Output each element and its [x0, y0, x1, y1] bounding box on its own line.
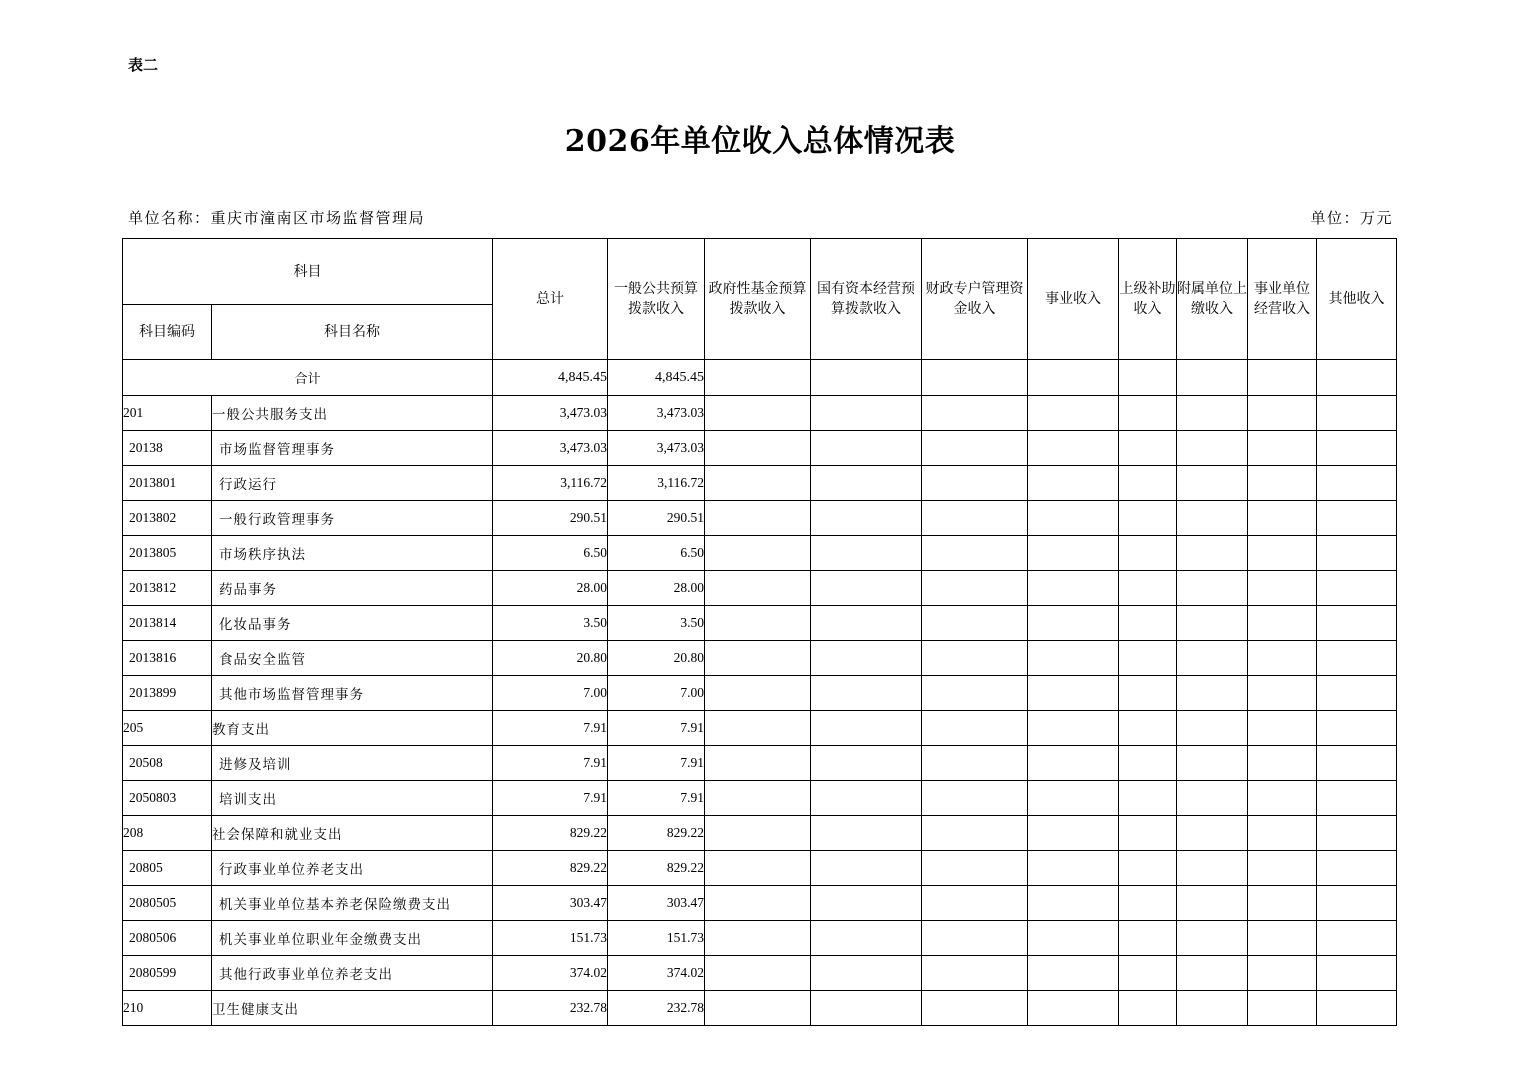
- row-name: 卫生健康支出: [212, 991, 493, 1026]
- empty-cell: [1177, 816, 1248, 851]
- empty-cell: [1177, 991, 1248, 1026]
- table-row: [123, 676, 1397, 711]
- total-value: 4,845.45: [493, 360, 608, 396]
- empty-cell: [1317, 851, 1397, 886]
- empty-cell: [1028, 501, 1119, 536]
- table-row: [123, 816, 1397, 851]
- empty-cell: [705, 781, 811, 816]
- row-code: 2013812: [123, 571, 212, 606]
- row-total: 3.50: [493, 606, 608, 641]
- row-name: 社会保障和就业支出: [212, 816, 493, 851]
- row-general-budget: 7.91: [608, 746, 705, 781]
- empty-cell: [1119, 991, 1177, 1026]
- empty-cell: [1248, 956, 1317, 991]
- empty-cell: [1248, 466, 1317, 501]
- empty-cell: [1177, 571, 1248, 606]
- header-subject-code: 科目编码: [123, 305, 212, 360]
- empty-cell: [1177, 676, 1248, 711]
- header-superior-subsidy: 上级补助收入: [1119, 239, 1177, 360]
- empty-cell: [1028, 886, 1119, 921]
- table-row: [123, 571, 1397, 606]
- empty-cell: [811, 956, 922, 991]
- empty-cell: [922, 536, 1028, 571]
- empty-cell: [1028, 816, 1119, 851]
- empty-cell: [705, 816, 811, 851]
- empty-cell: [1119, 746, 1177, 781]
- row-code: 210: [123, 991, 212, 1026]
- empty-cell: [1248, 501, 1317, 536]
- empty-cell: [922, 571, 1028, 606]
- row-code: 205: [123, 711, 212, 746]
- empty-cell: [705, 921, 811, 956]
- empty-cell: [1248, 781, 1317, 816]
- empty-cell: [922, 641, 1028, 676]
- empty-cell: [811, 991, 922, 1026]
- empty-cell: [1119, 711, 1177, 746]
- row-total: 7.91: [493, 711, 608, 746]
- empty-cell: [1177, 536, 1248, 571]
- empty-cell: [1119, 641, 1177, 676]
- row-name: 其他行政事业单位养老支出: [212, 956, 493, 991]
- empty-cell: [1248, 991, 1317, 1026]
- header-fiscal-special: 财政专户管理资金收入: [922, 239, 1028, 360]
- table-row: [123, 746, 1397, 781]
- empty-cell: [1119, 501, 1177, 536]
- empty-cell: [1317, 781, 1397, 816]
- total-row: [123, 360, 1397, 396]
- row-name: 机关事业单位基本养老保险缴费支出: [212, 886, 493, 921]
- empty-cell: [1177, 851, 1248, 886]
- empty-cell: [1119, 396, 1177, 431]
- empty-cell: [922, 676, 1028, 711]
- row-code: 2080599: [123, 956, 212, 991]
- row-name: 进修及培训: [212, 746, 493, 781]
- empty-cell: [1248, 746, 1317, 781]
- row-name: 行政运行: [212, 466, 493, 501]
- empty-cell: [1317, 816, 1397, 851]
- empty-cell: [811, 676, 922, 711]
- empty-cell: [1248, 606, 1317, 641]
- empty-cell: [1317, 571, 1397, 606]
- empty-cell: [1028, 431, 1119, 466]
- empty-cell: [811, 641, 922, 676]
- empty-cell: [1248, 816, 1317, 851]
- empty-cell: [1119, 676, 1177, 711]
- empty-cell: [811, 606, 922, 641]
- empty-cell: [1119, 606, 1177, 641]
- row-name: 市场秩序执法: [212, 536, 493, 571]
- row-code: 2013805: [123, 536, 212, 571]
- empty-cell: [1248, 851, 1317, 886]
- row-total: 829.22: [493, 851, 608, 886]
- header-subject: 科目: [123, 239, 493, 305]
- empty-cell: [1317, 956, 1397, 991]
- row-name: 其他市场监督管理事务: [212, 676, 493, 711]
- empty-cell: [1317, 641, 1397, 676]
- total-label: 合计: [123, 360, 493, 396]
- empty-cell: [811, 431, 922, 466]
- row-total: 232.78: [493, 991, 608, 1026]
- row-code: 2013814: [123, 606, 212, 641]
- table-row: [123, 466, 1397, 501]
- row-general-budget: 290.51: [608, 501, 705, 536]
- empty-cell: [705, 501, 811, 536]
- row-general-budget: 303.47: [608, 886, 705, 921]
- table-row: [123, 921, 1397, 956]
- row-name: 教育支出: [212, 711, 493, 746]
- table-row: [123, 396, 1397, 431]
- empty-cell: [1028, 781, 1119, 816]
- empty-cell: [1248, 886, 1317, 921]
- row-general-budget: 7.00: [608, 676, 705, 711]
- row-name: 市场监督管理事务: [212, 431, 493, 466]
- table-row: [123, 991, 1397, 1026]
- empty-cell: [922, 851, 1028, 886]
- empty-cell: [1119, 781, 1177, 816]
- empty-cell: [811, 746, 922, 781]
- empty-cell: [1177, 921, 1248, 956]
- empty-cell: [705, 746, 811, 781]
- row-name: 药品事务: [212, 571, 493, 606]
- row-general-budget: 6.50: [608, 536, 705, 571]
- row-code: 2013816: [123, 641, 212, 676]
- row-total: 303.47: [493, 886, 608, 921]
- empty-cell: [1177, 711, 1248, 746]
- row-general-budget: 3,473.03: [608, 431, 705, 466]
- empty-cell: [1317, 921, 1397, 956]
- header-state-capital: 国有资本经营预算拨款收入: [811, 239, 922, 360]
- row-total: 3,473.03: [493, 431, 608, 466]
- empty-cell: [1248, 431, 1317, 466]
- table-row: [123, 641, 1397, 676]
- row-general-budget: 20.80: [608, 641, 705, 676]
- empty-cell: [705, 851, 811, 886]
- empty-cell: [705, 886, 811, 921]
- row-name: 食品安全监管: [212, 641, 493, 676]
- row-general-budget: 3.50: [608, 606, 705, 641]
- empty-cell: [922, 431, 1028, 466]
- row-code: 2080505: [123, 886, 212, 921]
- empty-cell: [705, 641, 811, 676]
- empty-cell: [1177, 396, 1248, 431]
- empty-cell: [922, 956, 1028, 991]
- empty-cell: [1119, 851, 1177, 886]
- table-id: 表二: [128, 56, 159, 74]
- empty-cell: [811, 571, 922, 606]
- table-row: [123, 431, 1397, 466]
- empty-cell: [1317, 501, 1397, 536]
- empty-cell: [811, 886, 922, 921]
- empty-cell: [1028, 641, 1119, 676]
- empty-cell: [1177, 886, 1248, 921]
- empty-cell: [1119, 816, 1177, 851]
- row-code: 2013802: [123, 501, 212, 536]
- row-total: 374.02: [493, 956, 608, 991]
- empty-cell: [922, 991, 1028, 1026]
- empty-cell: [811, 501, 922, 536]
- unit-label: 单位：万元: [1310, 209, 1393, 227]
- empty-cell: [1119, 886, 1177, 921]
- empty-cell: [811, 851, 922, 886]
- empty-cell: [1177, 431, 1248, 466]
- row-total: 151.73: [493, 921, 608, 956]
- empty-cell: [922, 886, 1028, 921]
- empty-cell: [1119, 466, 1177, 501]
- empty-cell: [1317, 746, 1397, 781]
- empty-cell: [1119, 956, 1177, 991]
- row-name: 培训支出: [212, 781, 493, 816]
- row-total: 7.00: [493, 676, 608, 711]
- row-code: 2080506: [123, 921, 212, 956]
- table-row: [123, 851, 1397, 886]
- header-other-income: 其他收入: [1317, 239, 1397, 360]
- row-code: 2013899: [123, 676, 212, 711]
- empty-cell: [922, 816, 1028, 851]
- empty-cell: [1028, 676, 1119, 711]
- header-subject-name: 科目名称: [212, 305, 493, 360]
- row-name: 一般公共服务支出: [212, 396, 493, 431]
- empty-cell: [1119, 536, 1177, 571]
- header-total: 总计: [493, 239, 608, 360]
- empty-cell: [811, 781, 922, 816]
- row-code: 20805: [123, 851, 212, 886]
- row-total: 6.50: [493, 536, 608, 571]
- empty-cell: [1317, 466, 1397, 501]
- empty-cell: [1248, 396, 1317, 431]
- empty-cell: [811, 921, 922, 956]
- empty-cell: [1177, 501, 1248, 536]
- row-code: 201: [123, 396, 212, 431]
- empty-cell: [1028, 991, 1119, 1026]
- empty-cell: [1317, 536, 1397, 571]
- header-operating-income: 事业单位经营收入: [1248, 239, 1317, 360]
- empty-cell: [705, 711, 811, 746]
- row-general-budget: 232.78: [608, 991, 705, 1026]
- empty-cell: [1177, 466, 1248, 501]
- empty-cell: [1317, 676, 1397, 711]
- income-table: [122, 238, 1397, 1026]
- empty-cell: [705, 536, 811, 571]
- page-title: 2026年单位收入总体情况表: [564, 124, 956, 159]
- empty-cell: [1317, 396, 1397, 431]
- empty-cell: [1177, 781, 1248, 816]
- empty-cell: [1028, 851, 1119, 886]
- empty-cell: [922, 606, 1028, 641]
- row-total: 3,116.72: [493, 466, 608, 501]
- row-general-budget: 374.02: [608, 956, 705, 991]
- header-business-income: 事业收入: [1028, 239, 1119, 360]
- empty-cell: [1119, 571, 1177, 606]
- empty-cell: [1317, 711, 1397, 746]
- empty-cell: [1028, 466, 1119, 501]
- table-row: [123, 606, 1397, 641]
- row-total: 20.80: [493, 641, 608, 676]
- empty-cell: [1317, 886, 1397, 921]
- table-row: [123, 711, 1397, 746]
- empty-cell: [811, 816, 922, 851]
- empty-cell: [922, 781, 1028, 816]
- row-general-budget: 7.91: [608, 781, 705, 816]
- table-row: [123, 781, 1397, 816]
- row-code: 2050803: [123, 781, 212, 816]
- empty-cell: [1177, 746, 1248, 781]
- empty-cell: [1028, 711, 1119, 746]
- empty-cell: [705, 676, 811, 711]
- empty-cell: [1177, 956, 1248, 991]
- empty-cell: [705, 466, 811, 501]
- row-name: 行政事业单位养老支出: [212, 851, 493, 886]
- empty-cell: [1248, 676, 1317, 711]
- table-row: [123, 501, 1397, 536]
- row-name: 化妆品事务: [212, 606, 493, 641]
- empty-cell: [811, 711, 922, 746]
- row-general-budget: 829.22: [608, 851, 705, 886]
- empty-cell: [1317, 431, 1397, 466]
- row-general-budget: 151.73: [608, 921, 705, 956]
- empty-cell: [705, 991, 811, 1026]
- empty-cell: [1248, 921, 1317, 956]
- row-total: 3,473.03: [493, 396, 608, 431]
- empty-cell: [1119, 921, 1177, 956]
- row-name: 机关事业单位职业年金缴费支出: [212, 921, 493, 956]
- row-general-budget: 7.91: [608, 711, 705, 746]
- empty-cell: [1119, 431, 1177, 466]
- empty-cell: [922, 746, 1028, 781]
- table-row: [123, 956, 1397, 991]
- empty-cell: [922, 501, 1028, 536]
- total-general-budget: 4,845.45: [608, 360, 705, 396]
- empty-cell: [811, 536, 922, 571]
- unit-name: 单位名称：重庆市潼南区市场监督管理局: [128, 209, 426, 227]
- row-total: 829.22: [493, 816, 608, 851]
- header-general-budget: 一般公共预算拨款收入: [608, 239, 705, 360]
- row-code: 20138: [123, 431, 212, 466]
- empty-cell: [1028, 396, 1119, 431]
- empty-cell: [922, 466, 1028, 501]
- empty-cell: [1177, 641, 1248, 676]
- row-code: 20508: [123, 746, 212, 781]
- row-total: 290.51: [493, 501, 608, 536]
- empty-cell: [1177, 606, 1248, 641]
- empty-cell: [922, 396, 1028, 431]
- empty-cell: [1028, 536, 1119, 571]
- data-rows: [123, 396, 1397, 1026]
- empty-cell: [1248, 641, 1317, 676]
- empty-cell: [922, 921, 1028, 956]
- empty-cell: [1248, 571, 1317, 606]
- empty-cell: [1317, 606, 1397, 641]
- empty-cell: [1248, 711, 1317, 746]
- row-total: 7.91: [493, 746, 608, 781]
- table-row: [123, 536, 1397, 571]
- header-affiliated-turnover: 附属单位上缴收入: [1177, 239, 1248, 360]
- row-name: 一般行政管理事务: [212, 501, 493, 536]
- empty-cell: [705, 571, 811, 606]
- row-code: 208: [123, 816, 212, 851]
- empty-cell: [705, 431, 811, 466]
- header-gov-fund: 政府性基金预算拨款收入: [705, 239, 811, 360]
- empty-cell: [705, 606, 811, 641]
- empty-cell: [1028, 921, 1119, 956]
- empty-cell: [1317, 991, 1397, 1026]
- row-total: 28.00: [493, 571, 608, 606]
- empty-cell: [705, 956, 811, 991]
- empty-cell: [1028, 746, 1119, 781]
- row-code: 2013801: [123, 466, 212, 501]
- empty-cell: [1248, 536, 1317, 571]
- empty-cell: [811, 396, 922, 431]
- row-general-budget: 3,473.03: [608, 396, 705, 431]
- table-row: [123, 886, 1397, 921]
- empty-cell: [1028, 606, 1119, 641]
- empty-cell: [1028, 956, 1119, 991]
- empty-cell: [705, 396, 811, 431]
- row-general-budget: 829.22: [608, 816, 705, 851]
- row-general-budget: 28.00: [608, 571, 705, 606]
- empty-cell: [811, 466, 922, 501]
- empty-cell: [922, 711, 1028, 746]
- empty-cell: [1028, 571, 1119, 606]
- row-total: 7.91: [493, 781, 608, 816]
- row-general-budget: 3,116.72: [608, 466, 705, 501]
